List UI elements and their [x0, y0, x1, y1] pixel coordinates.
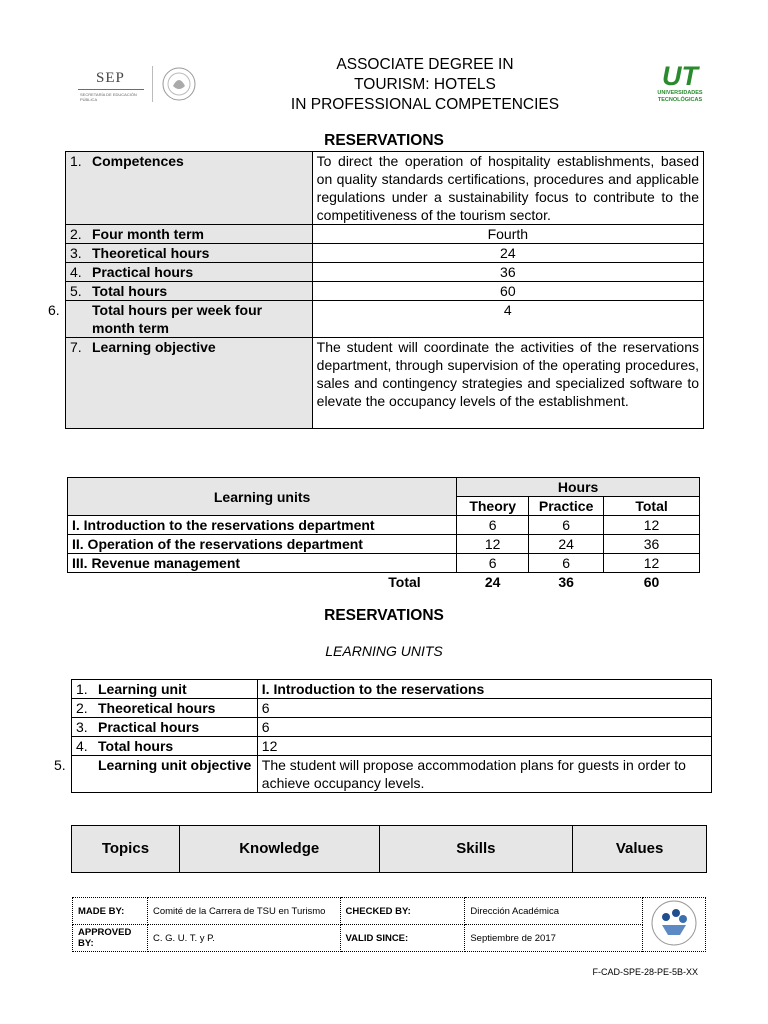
- learning-unit-table: [54, 679, 712, 793]
- section-title: RESERVATIONS: [324, 132, 444, 149]
- total-theory: 24: [484, 574, 501, 590]
- table-row: [72, 680, 712, 699]
- row-label: 6. Total hours per week four month term: [66, 301, 313, 338]
- approved-by-label: APPROVED BY:: [73, 925, 148, 952]
- table-row: [68, 554, 700, 573]
- unit-practice: 6: [529, 554, 604, 573]
- unit-total: 36: [604, 535, 700, 554]
- table-row: [66, 338, 704, 429]
- title-line-1: ASSOCIATE DEGREE IN: [336, 56, 514, 73]
- table-row: [66, 225, 704, 244]
- row-value: I. Introduction to the reservations: [257, 680, 711, 699]
- title-line-3: IN PROFESSIONAL COMPETENCIES: [290, 96, 560, 113]
- column-header-units: Learning units: [68, 478, 457, 516]
- row-label: 4. Practical hours: [66, 263, 313, 282]
- row-value: 60: [312, 282, 703, 301]
- row-value: The student will propose accommodation plans for guests in order to achieve occupancy levels.: [257, 756, 711, 793]
- row-label: 1. Learning unit: [72, 680, 258, 699]
- row-label: 2. Theoretical hours: [72, 699, 258, 718]
- table-total-row: [68, 573, 700, 592]
- column-header-topics: Topics: [72, 826, 180, 873]
- footer-approval-table: [72, 897, 706, 952]
- title-line-2: TOURISM: HOTELS: [354, 76, 496, 93]
- made-by-label: MADE BY:: [73, 898, 148, 925]
- row-label: 7. Learning objective: [66, 338, 313, 429]
- row-label: 2. Four month term: [66, 225, 313, 244]
- column-header-knowledge: Knowledge: [179, 826, 379, 873]
- ut-logo-subtext-2: TECNOLÓGICAS: [657, 97, 703, 103]
- total-label: Total: [388, 574, 421, 590]
- unit-total: 12: [604, 516, 700, 535]
- column-header-values: Values: [573, 826, 707, 873]
- footer-row: [73, 925, 706, 952]
- table-row: [66, 263, 704, 282]
- row-label: 3. Practical hours: [72, 718, 258, 737]
- row-value: 24: [312, 244, 703, 263]
- sep-logo-text: SEP: [96, 70, 125, 86]
- checked-by-label: CHECKED BY:: [340, 898, 465, 925]
- approved-by-value: C. G. U. T. y P.: [147, 925, 340, 952]
- row-value: 4: [312, 301, 703, 338]
- footer-row: [73, 898, 706, 925]
- unit-name: I. Introduction to the reservations department: [68, 516, 457, 535]
- row-value: To direct the operation of hospitality establishments, based on quality standards certifications, procedures and applicable regulations under a sustainability focus to contribute to the competitiveness of the tourism sector.: [312, 152, 703, 225]
- valid-since-label: VALID SINCE:: [340, 925, 465, 952]
- table-row: [66, 244, 704, 263]
- sep-logo-subtext: SECRETARÍA DE EDUCACIÓN PÚBLICA: [80, 92, 137, 102]
- table-row: [72, 699, 712, 718]
- mexico-seal-icon: [161, 66, 197, 102]
- row-label: 4. Total hours: [72, 737, 258, 756]
- university-seal-icon: [649, 899, 699, 947]
- section-title: RESERVATIONS: [324, 607, 444, 624]
- row-label: 1. Competences: [66, 152, 313, 225]
- column-header-total: Total: [604, 497, 700, 516]
- ut-logo-subtext-1: UNIVERSIDADES: [657, 90, 703, 96]
- table-row: [66, 282, 704, 301]
- row-value: 6: [257, 699, 711, 718]
- table-row: [72, 718, 712, 737]
- unit-name: II. Operation of the reservations department: [68, 535, 457, 554]
- table-row: [72, 737, 712, 756]
- topics-table: [71, 825, 707, 873]
- table-header-row: [68, 478, 700, 497]
- row-label: 3. Theoretical hours: [66, 244, 313, 263]
- document-code: F-CAD-SPE-28-PE-5B-XX: [592, 967, 698, 977]
- checked-by-value: Dirección Académica: [465, 898, 643, 925]
- row-value: 12: [257, 737, 711, 756]
- document-title: [230, 55, 620, 115]
- table-row: [66, 152, 704, 225]
- made-by-value: Comité de la Carrera de TSU en Turismo: [147, 898, 340, 925]
- column-header-hours: Hours: [457, 478, 700, 497]
- institution-seal: [643, 898, 706, 952]
- subject-info-table: [48, 151, 704, 429]
- section-subtitle: LEARNING UNITS: [325, 643, 443, 659]
- table-header-row: [72, 826, 707, 873]
- table-row: [68, 535, 700, 554]
- row-value: The student will coordinate the activities of the reservations department, through supervision of the operating procedures, sales and contingency strategies and specialized software to elevate the occupancy levels of the establishment.: [312, 338, 703, 429]
- row-value: 6: [257, 718, 711, 737]
- table-row: [66, 301, 704, 338]
- row-label: 5. Learning unit objective: [72, 756, 258, 793]
- unit-theory: 6: [457, 516, 529, 535]
- unit-practice: 6: [529, 516, 604, 535]
- ut-logo-mark: UT: [662, 61, 698, 91]
- unit-practice: 24: [529, 535, 604, 554]
- column-header-practice: Practice: [529, 497, 604, 516]
- column-header-theory: Theory: [457, 497, 529, 516]
- column-header-skills: Skills: [379, 826, 573, 873]
- table-row: [72, 756, 712, 793]
- unit-theory: 12: [457, 535, 529, 554]
- row-value: Fourth: [312, 225, 703, 244]
- total-practice: 36: [558, 574, 574, 590]
- learning-units-hours-table: [67, 477, 700, 591]
- unit-total: 12: [604, 554, 700, 573]
- total-total: 60: [643, 574, 660, 590]
- sep-logo: [78, 66, 198, 106]
- valid-since-value: Septiembre de 2017: [465, 925, 643, 952]
- row-value: 36: [312, 263, 703, 282]
- table-row: [68, 516, 700, 535]
- ut-logo: [650, 62, 710, 117]
- unit-theory: 6: [457, 554, 529, 573]
- unit-name: III. Revenue management: [68, 554, 457, 573]
- row-label: 5. Total hours: [66, 282, 313, 301]
